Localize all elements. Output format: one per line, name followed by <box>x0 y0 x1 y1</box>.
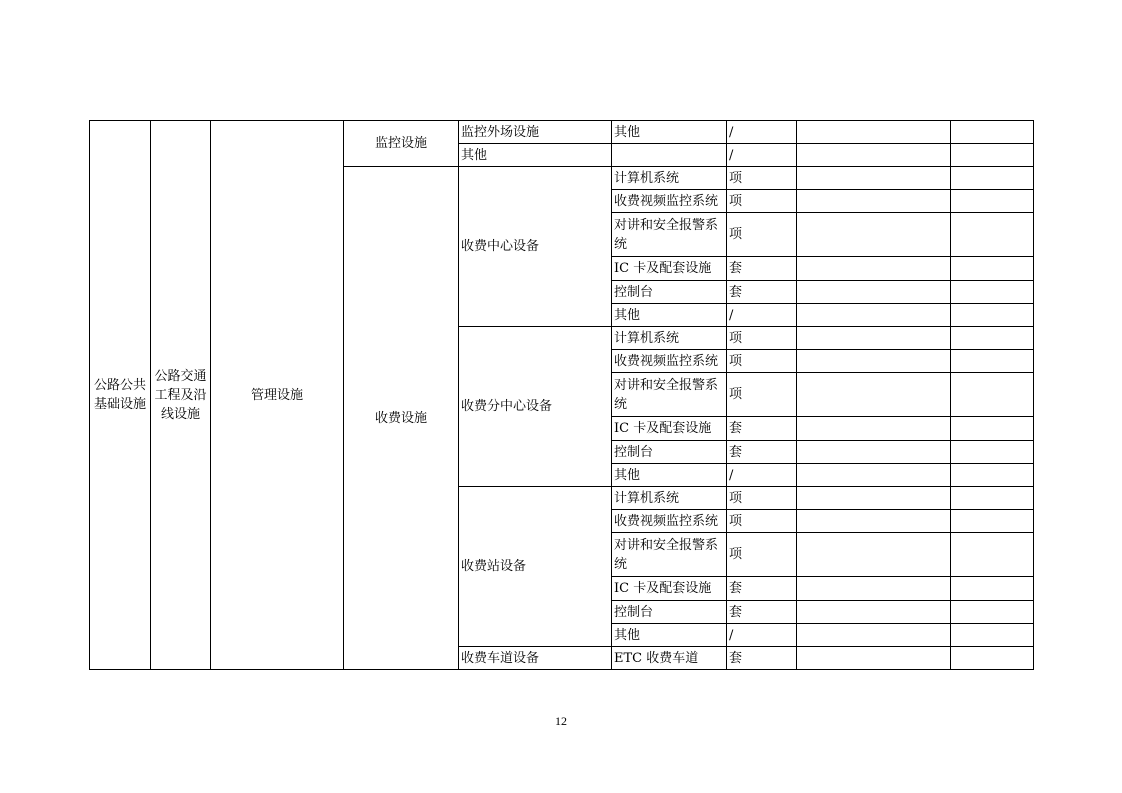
blank-cell <box>797 144 951 167</box>
blank-cell <box>797 417 951 441</box>
unit-cell: 套 <box>727 417 797 441</box>
item-name-cell: 收费视频监控系统 <box>612 510 727 533</box>
blank-cell <box>797 464 951 487</box>
blank-cell <box>797 327 951 350</box>
blank-cell <box>797 121 951 144</box>
blank-cell <box>951 510 1034 533</box>
item-name-cell: ETC 收费车道 <box>612 647 727 670</box>
blank-cell <box>951 167 1034 190</box>
unit-cell: 套 <box>727 601 797 624</box>
blank-cell <box>951 121 1034 144</box>
blank-cell <box>951 464 1034 487</box>
category-cell: 公路公共基础设施 <box>90 121 151 670</box>
blank-cell <box>797 304 951 327</box>
unit-cell: 项 <box>727 487 797 510</box>
blank-cell <box>951 281 1034 304</box>
blank-cell <box>951 487 1034 510</box>
unit-cell: / <box>727 121 797 144</box>
unit-cell: 项 <box>727 213 797 257</box>
item-name-cell: 控制台 <box>612 441 727 464</box>
unit-cell: 项 <box>727 373 797 417</box>
item-name-cell: IC 卡及配套设施 <box>612 417 727 441</box>
subgroup-cell: 其他 <box>459 144 612 167</box>
blank-cell <box>951 624 1034 647</box>
blank-cell <box>797 533 951 577</box>
blank-cell <box>951 441 1034 464</box>
blank-cell <box>951 144 1034 167</box>
item-name-cell: 收费视频监控系统 <box>612 350 727 373</box>
blank-cell <box>797 213 951 257</box>
blank-cell <box>797 601 951 624</box>
blank-cell <box>797 577 951 601</box>
item-name-cell: 其他 <box>612 464 727 487</box>
facility-table-body <box>90 121 1034 670</box>
item-name-cell <box>612 144 727 167</box>
facility-table <box>89 120 1034 670</box>
item-name-cell: 计算机系统 <box>612 167 727 190</box>
blank-cell <box>951 533 1034 577</box>
unit-cell: / <box>727 304 797 327</box>
blank-cell <box>951 577 1034 601</box>
unit-cell: 项 <box>727 327 797 350</box>
blank-cell <box>951 213 1034 257</box>
blank-cell <box>797 190 951 213</box>
item-name-cell: 控制台 <box>612 601 727 624</box>
subgroup-cell: 收费车道设备 <box>459 647 612 670</box>
unit-cell: 套 <box>727 281 797 304</box>
blank-cell <box>951 190 1034 213</box>
item-name-cell: 计算机系统 <box>612 327 727 350</box>
group-cell: 收费设施 <box>344 167 459 670</box>
unit-cell: 项 <box>727 350 797 373</box>
unit-cell: / <box>727 464 797 487</box>
item-name-cell: 对讲和安全报警系统 <box>612 213 727 257</box>
item-name-cell: 收费视频监控系统 <box>612 190 727 213</box>
blank-cell <box>951 257 1034 281</box>
table-row <box>90 121 1034 144</box>
unit-cell: 套 <box>727 257 797 281</box>
blank-cell <box>797 281 951 304</box>
unit-cell: 套 <box>727 647 797 670</box>
subgroup-cell: 收费中心设备 <box>459 167 612 327</box>
facility-table-region <box>89 120 1033 669</box>
unit-cell: 项 <box>727 167 797 190</box>
blank-cell <box>951 350 1034 373</box>
subgroup-cell: 收费站设备 <box>459 487 612 647</box>
item-name-cell: 其他 <box>612 304 727 327</box>
blank-cell <box>951 304 1034 327</box>
item-name-cell: 对讲和安全报警系统 <box>612 533 727 577</box>
blank-cell <box>951 327 1034 350</box>
blank-cell <box>951 373 1034 417</box>
blank-cell <box>797 510 951 533</box>
item-name-cell: 其他 <box>612 121 727 144</box>
unit-cell: 套 <box>727 441 797 464</box>
subgroup-cell: 收费分中心设备 <box>459 327 612 487</box>
blank-cell <box>951 417 1034 441</box>
item-name-cell: IC 卡及配套设施 <box>612 257 727 281</box>
facility-type-cell: 管理设施 <box>211 121 344 670</box>
blank-cell <box>797 373 951 417</box>
group-cell: 监控设施 <box>344 121 459 167</box>
blank-cell <box>797 647 951 670</box>
unit-cell: 项 <box>727 533 797 577</box>
item-name-cell: 其他 <box>612 624 727 647</box>
unit-cell: / <box>727 624 797 647</box>
blank-cell <box>951 601 1034 624</box>
blank-cell <box>797 487 951 510</box>
page-number: 12 <box>555 714 567 728</box>
blank-cell <box>797 624 951 647</box>
subcategory-cell: 公路交通工程及沿线设施 <box>151 121 211 670</box>
item-name-cell: 控制台 <box>612 281 727 304</box>
blank-cell <box>797 257 951 281</box>
item-name-cell: 对讲和安全报警系统 <box>612 373 727 417</box>
unit-cell: 套 <box>727 577 797 601</box>
unit-cell: / <box>727 144 797 167</box>
subgroup-cell: 监控外场设施 <box>459 121 612 144</box>
blank-cell <box>797 167 951 190</box>
unit-cell: 项 <box>727 190 797 213</box>
unit-cell: 项 <box>727 510 797 533</box>
blank-cell <box>951 647 1034 670</box>
item-name-cell: IC 卡及配套设施 <box>612 577 727 601</box>
blank-cell <box>797 441 951 464</box>
item-name-cell: 计算机系统 <box>612 487 727 510</box>
blank-cell <box>797 350 951 373</box>
